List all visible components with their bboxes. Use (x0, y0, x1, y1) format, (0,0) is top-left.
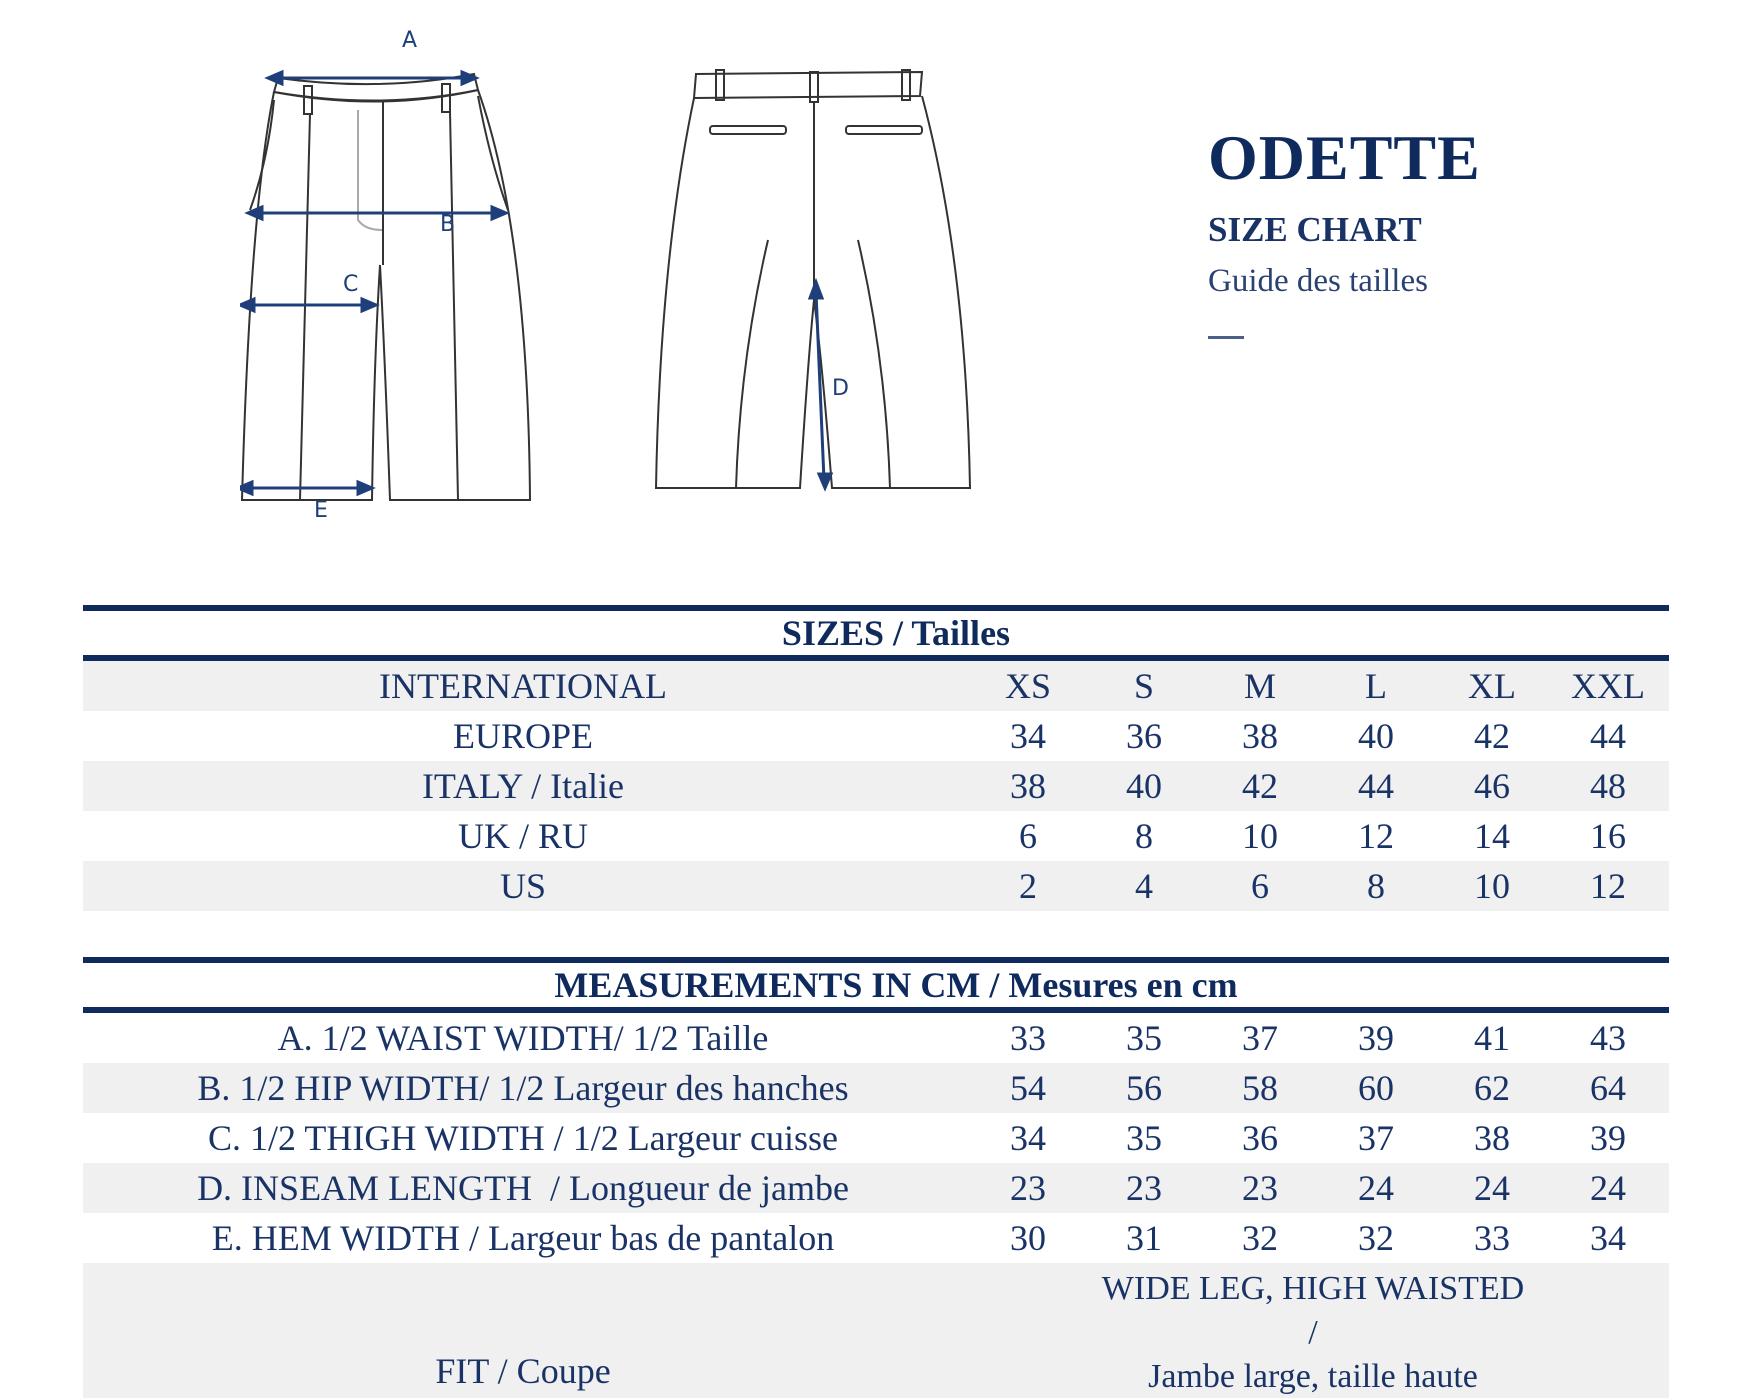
cell: 6 (1019, 816, 1037, 856)
cell: 39 (1590, 1118, 1626, 1158)
cell: 37 (1242, 1018, 1278, 1058)
row-label: INTERNATIONAL (379, 666, 667, 706)
cell: 6 (1251, 866, 1269, 906)
row-label: B. 1/2 HIP WIDTH/ 1/2 Largeur des hanches (197, 1068, 849, 1108)
cell: M (1243, 666, 1276, 706)
table-row-fit (83, 1263, 1669, 1398)
fit-value-fr: Jambe large, taille haute (1148, 1358, 1478, 1395)
size-chart-title: SIZE CHART (1208, 210, 1422, 249)
row-label: EUROPE (452, 716, 593, 756)
cell: 40 (1126, 766, 1162, 806)
cell: 35 (1126, 1118, 1162, 1158)
cell: 8 (1367, 866, 1385, 906)
cell: 35 (1126, 1018, 1162, 1058)
cell: 24 (1474, 1168, 1510, 1208)
table-row-italy (83, 761, 1669, 811)
front-view-diagram (240, 30, 580, 530)
cell: 46 (1474, 766, 1510, 806)
cell: 30 (1010, 1218, 1046, 1258)
cell: 34 (1010, 1118, 1046, 1158)
table-row-international (83, 661, 1669, 711)
table-row-us (83, 861, 1669, 911)
cell: 8 (1135, 816, 1153, 856)
cell: XXL (1571, 666, 1645, 706)
measurements-table-title: MEASUREMENTS IN CM / Mesures en cm (554, 965, 1238, 1005)
measurements-table (83, 957, 1669, 1398)
cell: 32 (1242, 1218, 1278, 1258)
row-label: D. INSEAM LENGTH / Longueur de jambe (197, 1168, 849, 1208)
cell: 36 (1242, 1118, 1278, 1158)
cell: 44 (1358, 766, 1394, 806)
cell: 48 (1590, 766, 1626, 806)
cell: 38 (1010, 766, 1046, 806)
cell: 42 (1242, 766, 1278, 806)
cell: 54 (1010, 1068, 1046, 1108)
cell: 33 (1010, 1018, 1046, 1058)
cell: XL (1468, 666, 1516, 706)
cell: 58 (1242, 1068, 1278, 1108)
cell: 14 (1474, 816, 1510, 856)
fit-label: FIT / Coupe (435, 1351, 611, 1391)
cell: 24 (1358, 1168, 1394, 1208)
cell: 12 (1358, 816, 1394, 856)
table-row-hem (83, 1213, 1669, 1263)
cell: 32 (1358, 1218, 1394, 1258)
cell: 31 (1126, 1218, 1162, 1258)
row-label: ITALY / Italie (421, 766, 625, 806)
brand-name: ODETTE (1208, 122, 1481, 193)
cell: 33 (1474, 1218, 1510, 1258)
cell: 60 (1358, 1068, 1394, 1108)
label-c: C (343, 272, 359, 297)
fit-value (963, 1263, 1663, 1398)
cell: 16 (1590, 816, 1626, 856)
cell: 10 (1242, 816, 1278, 856)
cell: 41 (1474, 1018, 1510, 1058)
cell: 4 (1135, 866, 1153, 906)
cell: 38 (1474, 1118, 1510, 1158)
cell: 37 (1358, 1118, 1394, 1158)
cell: 39 (1358, 1018, 1394, 1058)
row-label: E. HEM WIDTH / Largeur bas de pantalon (211, 1218, 835, 1258)
cell: 2 (1019, 866, 1037, 906)
cell: S (1133, 666, 1155, 706)
cell: 24 (1590, 1168, 1626, 1208)
table-row-hip (83, 1063, 1669, 1113)
sizes-table-title: SIZES / Tailles (781, 613, 1011, 653)
label-b: B (440, 212, 456, 237)
table-row-thigh (83, 1113, 1669, 1163)
cell: 43 (1590, 1018, 1626, 1058)
cell: 10 (1474, 866, 1510, 906)
table-row-europe (83, 711, 1669, 761)
cell: 36 (1126, 716, 1162, 756)
cell: 62 (1474, 1068, 1510, 1108)
cell: 40 (1358, 716, 1394, 756)
cell: 23 (1242, 1168, 1278, 1208)
size-chart-subtitle: Guide des tailles (1208, 263, 1428, 299)
cell: XS (1004, 666, 1052, 706)
row-label: A. 1/2 WAIST WIDTH/ 1/2 Taille (277, 1018, 769, 1058)
label-e: E (314, 498, 328, 523)
divider (1208, 336, 1244, 339)
table-row-waist (83, 1013, 1669, 1063)
title-block (1208, 122, 1481, 339)
table-row-uk (83, 811, 1669, 861)
cell: 23 (1126, 1168, 1162, 1208)
cell: 38 (1242, 716, 1278, 756)
row-label: US (499, 866, 547, 906)
cell: 64 (1590, 1068, 1626, 1108)
row-label: UK / RU (457, 816, 588, 856)
row-label: C. 1/2 THIGH WIDTH / 1/2 Largeur cuisse (208, 1118, 838, 1158)
cell: 12 (1590, 866, 1626, 906)
cell: 34 (1010, 716, 1046, 756)
cell: 42 (1474, 716, 1510, 756)
label-d: D (832, 376, 849, 401)
cell: L (1365, 666, 1387, 706)
fit-value-en: WIDE LEG, HIGH WAISTED (1101, 1270, 1525, 1307)
table-row-inseam (83, 1163, 1669, 1213)
back-view-diagram (640, 60, 990, 500)
cell: 23 (1010, 1168, 1046, 1208)
fit-separator: / (1308, 1314, 1318, 1351)
label-a: A (402, 28, 418, 53)
cell: 34 (1590, 1218, 1626, 1258)
sizes-table (83, 605, 1669, 911)
cell: 56 (1126, 1068, 1162, 1108)
cell: 44 (1590, 716, 1626, 756)
